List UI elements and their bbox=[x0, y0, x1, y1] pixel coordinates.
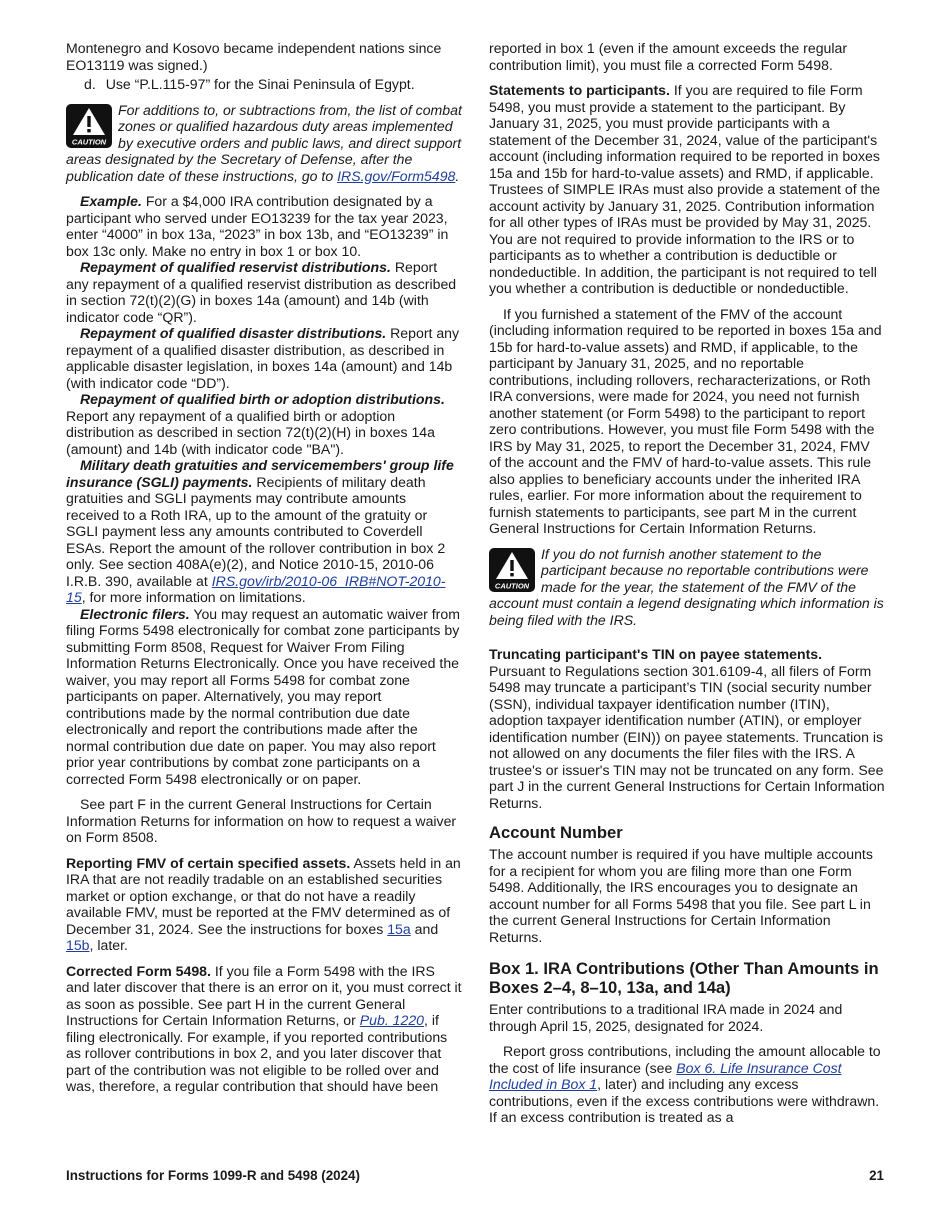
military-tail: , for more information on limitations. bbox=[81, 589, 306, 605]
form5498-link[interactable]: IRS.gov/Form5498 bbox=[337, 167, 456, 184]
box-15a-link[interactable]: 15a bbox=[387, 920, 411, 937]
part-f-paragraph: See part F in the current General Instructions for Certain Information Returns for information on how to request a waiver on Form 8508. bbox=[66, 796, 457, 845]
notice-2010-15-link[interactable]: IRS.gov/irb/2010-06_IRB#NOT-2010-15 bbox=[66, 572, 446, 605]
statements-text: If you are required to file Form 5498, you must provide a statement to the participant. By January 31, 2025, you must provide participants with a statement of the December 31, 2024, value of the participant's account (including information required to be reported in boxes 15a and 15b for hard-to-value assets) and RMD, if applicable. Trustees of SIMPLE IRAs must also provide a statement of the account activity by January 31, 2025. Contribution information for all other types of IRAs must be provided by May 31, 2025. You are not required to provide information to the IRS or to participants as to whether a contribution is deductible or nondeductible. In addition, the participant is not required to tell you whether a contribution is deductible or nondeductible. bbox=[489, 82, 881, 296]
caution-note-2 bbox=[489, 546, 885, 629]
statements-heading: Statements to participants. bbox=[489, 82, 670, 98]
birth-adoption-text: Report any repayment of a qualified birth or adoption distribution as described in section 72(t)(2)(H) in boxes 14a (amount) and 14b (with indicator code "BA"). bbox=[66, 407, 435, 457]
electronic-filers-paragraph bbox=[66, 606, 462, 788]
box-15b-link[interactable]: 15b bbox=[66, 937, 90, 953]
corrected-paragraph bbox=[66, 963, 462, 1095]
caution-text: For additions to, or subtractions from, the list of combat zones or qualified hazardous duty areas implemented by executive orders and public laws, and direct support areas designated by the Secretary of Defense, after the publication date of these instructions, go to bbox=[66, 101, 462, 184]
corrected-heading: Corrected Form 5498. bbox=[66, 962, 211, 979]
furnished-paragraph: If you furnished a statement of the FMV of the account (including information required to be reported in boxes 15a and 15b for hard-to-value assets) and RMD, if applicable, to the participant by January 31, 2025, and no reportable contributions, including rollovers, recharacterizations, or Roth IRA conversions, were made for 2024, you need not furnish another statement (or Form 5498) to the participant to report zero contributions. However, you must file Form 5498 with the IRS by May 31, 2025, to report the December 31, 2024, FMV of the account and the FMV of hard-to-value assets. This rule also applies to beneficiary accounts under the inherited IRA rules, earlier. For more information about the requirement to furnish statements to participants, see part M in the current General Instructions for Certain Information Returns. bbox=[489, 305, 882, 536]
list-marker: d. bbox=[84, 76, 96, 92]
caution-icon-label: CAUTION bbox=[494, 581, 530, 590]
caution-text: If you do not furnish another statement to the participant because no reportable contributions were made for the year, the statement of the FMV of the account must contain a legend designating which information is being filed with the IRS. bbox=[489, 545, 884, 628]
truncating-heading: Truncating participant's TIN on payee statements. bbox=[489, 646, 823, 662]
caution-icon bbox=[66, 104, 112, 148]
left-column bbox=[66, 40, 462, 1095]
page-number: 21 bbox=[869, 1168, 884, 1183]
account-number-heading: Account Number bbox=[489, 823, 623, 842]
electronic-filers-text: You may request an automatic waiver from filing Forms 5498 electronically for combat zone participants by submitting Form 8508, Request for Waiver From Filing Information Returns Electronically. Once you have received the waiver, you may report all Forms 5498 for combat zone participants on paper. Alternatively, you may report contributions made by the normal contribution due date electronically and report the contributions made after the normal contribution due date on paper. You may also report prior year contributions by combat zone participants on a corrected Form 5498 electronically or on paper. bbox=[66, 605, 460, 787]
electronic-filers-heading: Electronic filers. bbox=[80, 605, 190, 622]
pub-1220-link[interactable]: Pub. 1220 bbox=[359, 1012, 425, 1028]
intro-paragraph: Montenegro and Kosovo became independent nations since EO13119 was signed.) bbox=[66, 40, 442, 73]
statements-paragraph bbox=[489, 82, 885, 297]
example-text: For a $4,000 IRA contribution designated by a participant who served under EO13239 for the tax year 2023, enter “4000” in box 13a, “2023” in box 13b, and “EO13239” in box 13c only. Make no entry in box 1 or box 10. bbox=[66, 193, 449, 259]
disaster-paragraph bbox=[66, 325, 462, 391]
disaster-text: Report any repayment of a qualified disaster distribution, as described in applicable disaster legislation, in boxes 14a (amount) and 14b (with indicator code “DD”). bbox=[66, 325, 460, 391]
military-heading: Military death gratuities and servicemembers' group life insurance (SGLI) payments. bbox=[66, 457, 454, 490]
right-column bbox=[489, 40, 885, 1126]
caution-icon-label: CAUTION bbox=[71, 137, 107, 146]
caution-note-1: CAUTION For additions to, or subtractions from, the list of combat zones or qualified hazardous duty areas implemented by executive orders and public laws, and direct support areas designated by the Secretary of Defense, after the publication date of these instructions, go to IRS.gov/Form5498. bbox=[66, 101, 462, 184]
list-item-text: Use “P.L.115-97” for the Sinai Peninsula of Egypt. bbox=[105, 76, 415, 92]
military-text: Recipients of military death gratuities and SGLI payments may contribute amounts received to a Roth IRA, up to the amount of the gratuity or SGLI payment less any amounts contributed to Coverdell ESAs. Report the amount of the rollover contribution in box 2 only. See section 408A(e)(2), and Notice 2010-15, 2010-06 I.R.B. 390, available at bbox=[66, 473, 446, 589]
continued-paragraph: reported in box 1 (even if the amount exceeds the regular contribution limit), you must file a corrected Form 5498. bbox=[489, 40, 848, 73]
example-heading: Example. bbox=[80, 193, 142, 209]
reservist-text: Report any repayment of a qualified reservist distribution as described in section 72(t)(2)(G) in boxes 14a (amount) and 14b (with indicator code “QR”). bbox=[66, 259, 457, 325]
reservist-paragraph bbox=[66, 259, 462, 325]
list-item-d bbox=[66, 76, 462, 93]
truncating-text: Pursuant to Regulations section 301.6109-4, all filers of Form 5498 may truncate a participant’s TIN (social security number (SSN), individual taxpayer identification number (ITIN), adoption taxpayer identification number (ATIN), or employer identification number (EIN)) on payee statements. Truncation is not allowed on any documents the filer files with the IRS. A trustee's or issuer's TIN may not be truncated on any form. See part J in the current General Instructions for Certain Information Returns. bbox=[489, 662, 885, 811]
birth-adoption-paragraph bbox=[66, 391, 462, 457]
birth-adoption-heading: Repayment of qualified birth or adoption distributions. bbox=[80, 391, 445, 407]
fmv-and: and bbox=[414, 920, 439, 937]
corrected-tail: , if filing electronically. For example, if you reported contributions as rollover contributions in box 2, and you later discover that part of the contribution was not eligible to be rolled over and was, therefore, a regular contribution that should have been bbox=[66, 1012, 448, 1094]
truncating-paragraph bbox=[489, 646, 885, 811]
military-paragraph bbox=[66, 457, 462, 606]
box6-link[interactable]: Box 6. Life Insurance Cost Included in Box 1 bbox=[489, 1059, 842, 1092]
corrected-text: If you file a Form 5498 with the IRS and later discover that there is an error on it, you must correct it as soon as possible. See part H in the current General Instructions for Certain Information Returns, or bbox=[66, 962, 462, 1028]
gross-contributions-paragraph bbox=[489, 1043, 885, 1126]
example-paragraph bbox=[66, 193, 462, 259]
reservist-heading: Repayment of qualified reservist distributions. bbox=[80, 259, 391, 275]
footer-title: Instructions for Forms 1099-R and 5498 (2024) bbox=[66, 1168, 360, 1183]
fmv-heading: Reporting FMV of certain specified assets. bbox=[66, 854, 351, 871]
fmv-tail: , later. bbox=[89, 937, 128, 953]
gross-text: Report gross contributions, including the amount allocable to the cost of life insurance (see bbox=[489, 1043, 881, 1076]
fmv-paragraph bbox=[66, 855, 462, 954]
account-number-text: The account number is required if you have multiple accounts for a recipient for whom you are filing more than one Form 5498. Additionally, the IRS encourages you to designate an account number for all Forms 5498 that you file. See part L in the current General Instructions for Certain Information Returns. bbox=[489, 846, 873, 945]
caution-icon bbox=[489, 548, 535, 592]
fmv-text: Assets held in an IRA that are not readily tradable on an established securities market or option exchange, or that do not have a readily available FMV, must be reported at the FMV determined as of December 31, 2024. See the instructions for boxes bbox=[66, 854, 461, 937]
disaster-heading: Repayment of qualified disaster distributions. bbox=[80, 325, 387, 341]
gross-tail: , later) and including any excess contributions, even if the excess contributions were withdrawn. If an excess contribution is treated as a bbox=[489, 1076, 880, 1125]
page-footer bbox=[66, 1168, 884, 1183]
box1-heading: Box 1. IRA Contributions (Other Than Amounts in Boxes 2–4, 8–10, 13a, and 14a) bbox=[489, 959, 879, 997]
box1-text: Enter contributions to a traditional IRA made in 2024 and through April 15, 2025, designated for 2024. bbox=[489, 1001, 843, 1034]
